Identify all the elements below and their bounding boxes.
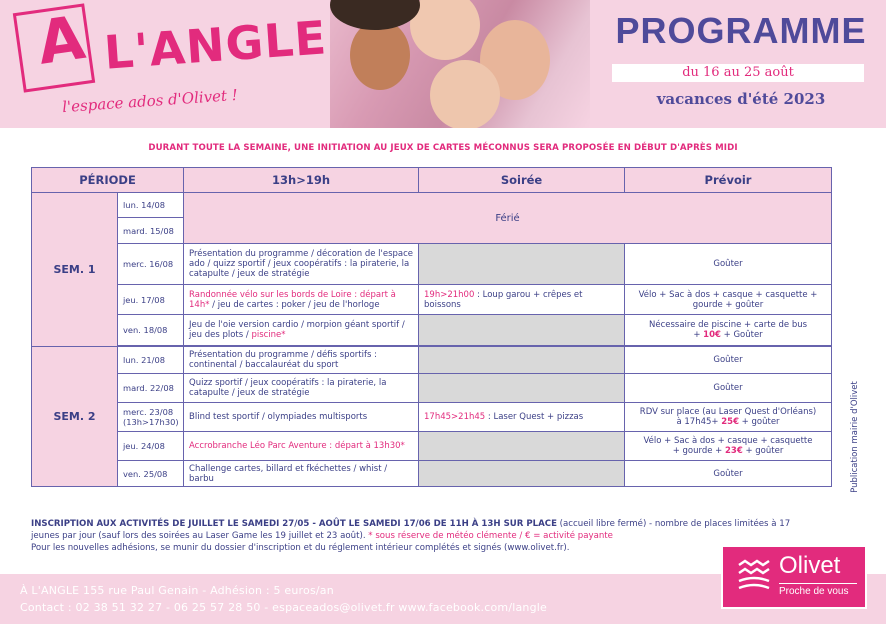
activity-highlight: Randonnée vélo sur les bords de Loire : départ à 14h* xyxy=(189,289,396,310)
price-badge: 10€ xyxy=(703,330,721,340)
evening-time: 19h>21h00 xyxy=(424,289,475,300)
day-cell: lun. 21/08 xyxy=(118,347,184,374)
day-cell: mard. 15/08 xyxy=(118,218,184,244)
inscription-bold: INSCRIPTION AUX ACTIVITÉS DE JUILLET LE SAMEDI 27/05 - AOÛT LE SAMEDI 17/06 DE 11H À 13H SUR PLACE xyxy=(31,519,557,529)
price-badge: 25€ xyxy=(721,417,739,427)
bring-cell: Goûter xyxy=(625,347,832,374)
bring-cell: Vélo + Sac à dos + casque + casquette + gourde + goûter xyxy=(625,285,832,315)
teens-photo xyxy=(330,0,590,128)
bring-line xyxy=(630,330,826,340)
table-row xyxy=(32,374,832,403)
table-header-row xyxy=(32,168,832,193)
evening-cell xyxy=(419,403,625,432)
empty-evening-cell xyxy=(419,244,625,285)
activity-cell: Blind test sportif / olympiades multisports xyxy=(184,403,419,432)
table-row xyxy=(32,193,832,218)
footer-address: À L'ANGLE 155 rue Paul Genain - Adhésion : 5 euros/an xyxy=(20,584,334,597)
week-label: SEM. 1 xyxy=(32,193,118,347)
day-cell: mard. 22/08 xyxy=(118,374,184,403)
table-row xyxy=(32,432,832,461)
col-header-soiree: Soirée xyxy=(419,168,625,193)
inscription-note: * sous réserve de météo clémente / € = activité payante xyxy=(365,531,613,541)
bring-text: + goûter xyxy=(738,417,780,427)
programme-table xyxy=(31,167,832,487)
logo-name: L'ANGLE xyxy=(102,10,329,80)
hair-1 xyxy=(330,0,420,30)
face-1 xyxy=(350,20,410,90)
day-cell: merc. 16/08 xyxy=(118,244,184,285)
olivet-logo xyxy=(721,545,867,609)
logo-tagline: l'espace ados d'Olivet ! xyxy=(61,85,239,117)
bring-line: RDV sur place (au Laser Quest d'Orléans) xyxy=(639,407,817,417)
bring-cell: Goûter xyxy=(625,244,832,285)
day-cell: jeu. 24/08 xyxy=(118,432,184,461)
inscription-line3: Pour les nouvelles adhésions, se munir du dossier d'inscription et du réglement intérieur complétés et signés (www.olivet.fr). xyxy=(31,543,570,553)
olivet-name: Olivet xyxy=(779,552,841,579)
empty-evening-cell xyxy=(419,347,625,374)
week-notice: DURANT TOUTE LA SEMAINE, UNE INITIATION AU JEUX DE CARTES MÉCONNUS SERA PROPOSÉE EN DÉBUT D'APRÈS MIDI xyxy=(148,143,738,153)
empty-evening-cell xyxy=(419,461,625,487)
bring-line: Nécessaire de piscine + carte de bus xyxy=(649,320,808,330)
evening-cell xyxy=(419,285,625,315)
table-row xyxy=(32,244,832,285)
bring-text: + xyxy=(693,330,704,340)
bring-cell: Goûter xyxy=(625,374,832,403)
dates-banner: du 16 au 25 août xyxy=(612,64,864,82)
olivet-tagline: Proche de vous xyxy=(779,583,857,597)
activity-cell: Challenge cartes, billard et fkéchettes / whist / barbu xyxy=(184,461,419,487)
evening-text: : Loup garou + crêpes et boissons xyxy=(424,289,583,310)
inscription-text: (accueil libre fermé) - nombre de places limitées à 17 jeunes par jour (sauf lors des soirées au Laser Game les 19 juillet et 23 août). xyxy=(31,519,791,541)
bring-text: à 17h45+ xyxy=(676,417,722,427)
day-cell xyxy=(118,403,184,432)
col-header-afternoon: 13h>19h xyxy=(184,168,419,193)
week-label: SEM. 2 xyxy=(32,347,118,487)
evening-time: 17h45>21h45 xyxy=(424,412,486,422)
table-row xyxy=(32,347,832,374)
logo-letter: A xyxy=(33,3,88,79)
bring-cell xyxy=(625,403,832,432)
table-row xyxy=(32,461,832,487)
activity-text: / jeu de cartes : poker / jeu de l'horloge xyxy=(209,299,380,310)
col-header-prevoir: Prévoir xyxy=(625,168,832,193)
activity-cell: Accrobranche Léo Parc Aventure : départ à 13h30* xyxy=(184,432,419,461)
activity-cell xyxy=(184,315,419,346)
table-row xyxy=(32,285,832,315)
activity-cell: Quizz sportif / jeux coopératifs : la piraterie, la catapulte / jeux de stratégie xyxy=(184,374,419,403)
evening-text: : Laser Quest + pizzas xyxy=(485,412,584,422)
holiday-cell: Férié xyxy=(184,193,832,244)
bring-text: + Goûter xyxy=(720,330,763,340)
activity-highlight: piscine* xyxy=(251,330,286,340)
day-cell: jeu. 17/08 xyxy=(118,285,184,315)
footer-contact: Contact : 02 38 51 32 27 - 06 25 57 28 50 - espaceados@olivet.fr www.facebook.com/langle xyxy=(20,601,547,614)
col-header-periode: PÉRIODE xyxy=(32,168,184,193)
day-label: merc. 23/08 xyxy=(123,407,174,417)
bring-cell xyxy=(625,315,832,346)
bring-cell: Goûter xyxy=(625,461,832,487)
page-title: PROGRAMME xyxy=(615,10,867,51)
table-row xyxy=(32,315,832,346)
activity-cell: Présentation du programme / décoration de l'espace ado / quizz sportif / jeux coopératifs : la piraterie, la catapulte / jeux de stratégie xyxy=(184,244,419,285)
day-cell: lun. 14/08 xyxy=(118,193,184,218)
day-cell: ven. 18/08 xyxy=(118,315,184,346)
day-time: (13h>17h30) xyxy=(123,417,179,427)
activity-cell: Présentation du programme / défis sportifs : continental / baccalauréat du sport xyxy=(184,347,419,374)
olivet-emblem-icon xyxy=(735,557,773,597)
bring-text: + gourde + xyxy=(672,446,725,456)
bring-cell xyxy=(625,432,832,461)
bring-line xyxy=(630,417,826,427)
page-subtitle: vacances d'été 2023 xyxy=(656,90,826,108)
bring-line xyxy=(630,446,826,456)
bring-text: + goûter xyxy=(742,446,784,456)
face-2 xyxy=(410,0,480,60)
table-row xyxy=(32,403,832,432)
empty-evening-cell xyxy=(419,432,625,461)
activity-text: Jeu de l'oie version cardio / morpion géant sportif / jeu des plots / xyxy=(189,320,405,340)
empty-evening-cell xyxy=(419,374,625,403)
empty-evening-cell xyxy=(419,315,625,346)
price-badge: 23€ xyxy=(725,446,743,456)
side-note-text: Publication mairie d'Olivet xyxy=(850,381,860,493)
day-cell: ven. 25/08 xyxy=(118,461,184,487)
face-4 xyxy=(430,60,500,128)
bring-line: Vélo + Sac à dos + casque + casquette xyxy=(643,436,813,446)
inscription-info xyxy=(31,518,821,554)
side-publication-note xyxy=(847,378,861,498)
activity-cell xyxy=(184,285,419,315)
